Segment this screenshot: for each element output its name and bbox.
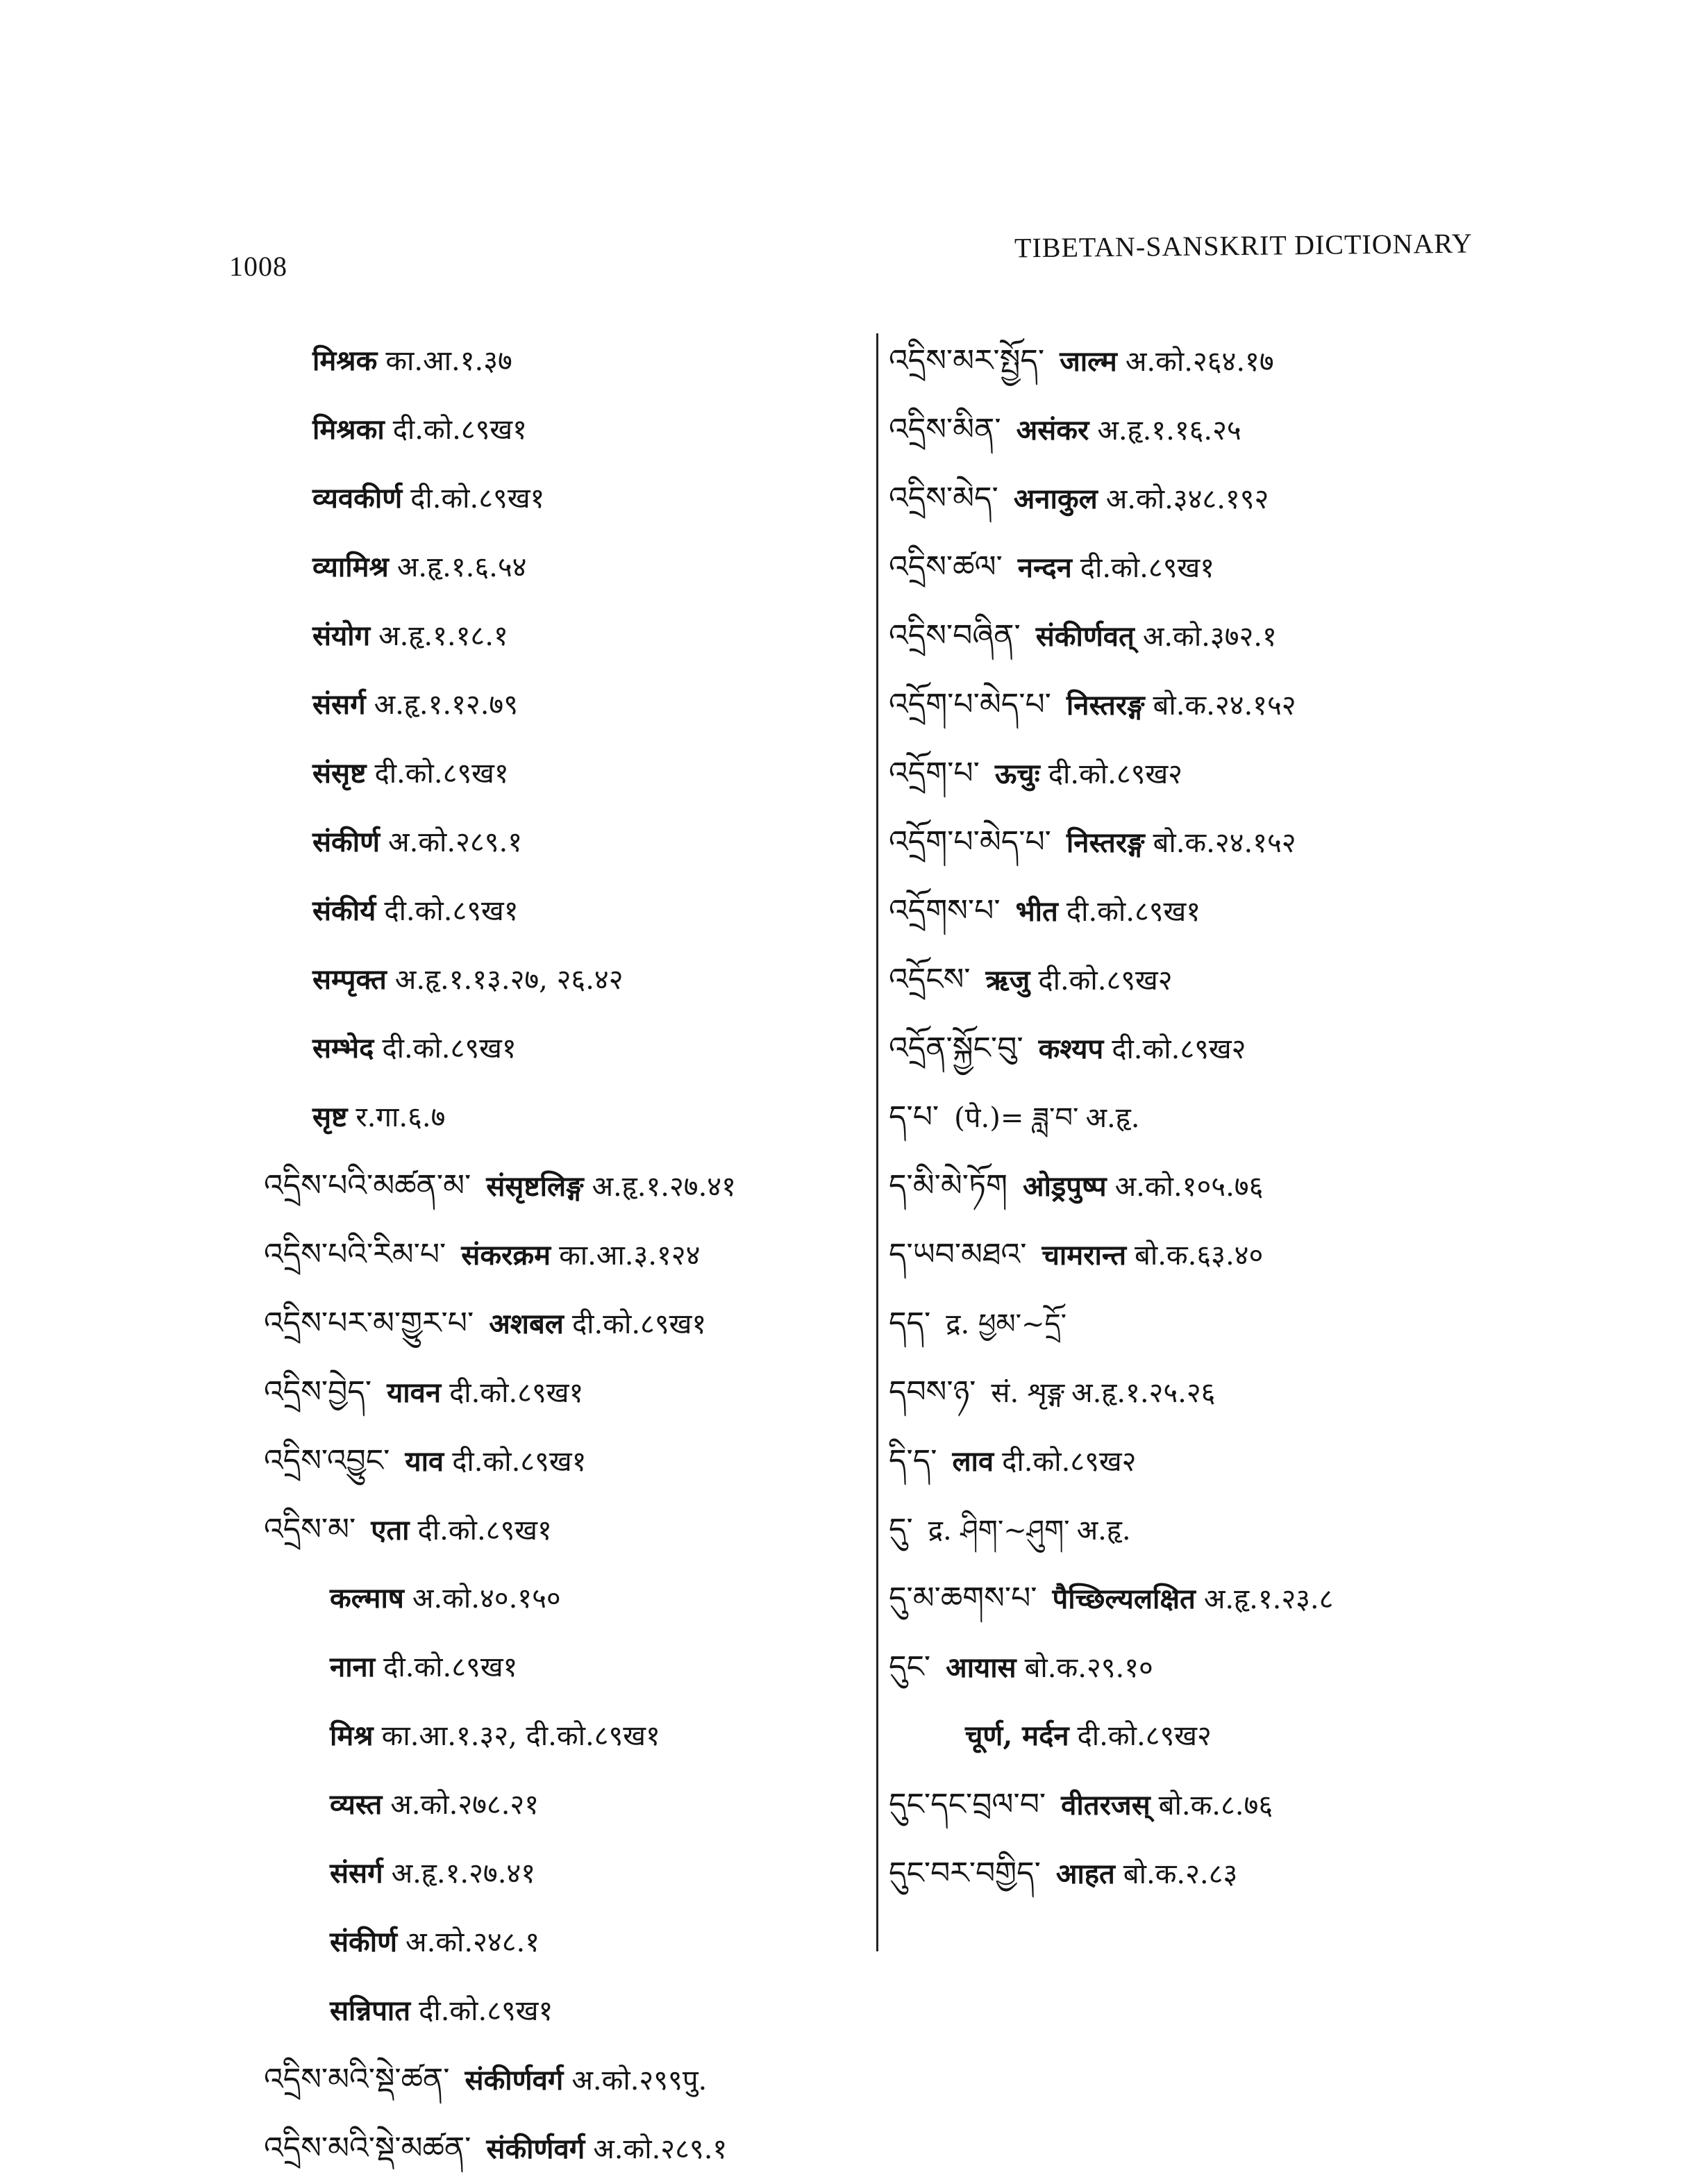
dictionary-entry	[264, 1289, 868, 1358]
source-reference: बो.क.२४.१५२	[1153, 690, 1296, 722]
sanskrit-headword: आयास	[946, 1651, 1017, 1684]
dictionary-entry	[889, 1289, 1514, 1358]
tibetan-term: དི་ད་	[889, 1443, 937, 1478]
tibetan-term: འདྲིས་མ་	[264, 1512, 356, 1547]
sanskrit-headword: अशबल	[489, 1308, 564, 1340]
sanskrit-headword: मिश्रक	[312, 344, 378, 377]
tibetan-term: འདྲིས་མེད་	[889, 481, 998, 516]
source-reference: दी.को.८९ख२	[1077, 1720, 1212, 1752]
source-reference: बो.क.६३.४०	[1135, 1240, 1264, 1272]
dictionary-entry	[889, 945, 1514, 1014]
sanskrit-headword: सम्पृक्त	[312, 963, 387, 996]
dictionary-entry	[889, 1770, 1514, 1839]
dictionary-entry	[264, 533, 868, 601]
sanskrit-headword: संकरक्रम	[461, 1239, 551, 1272]
source-reference: र.गा.६.७	[356, 1101, 446, 1133]
source-reference: दी.को.८९ख१	[383, 1651, 518, 1683]
source-reference: दी.को.८९ख२	[1002, 1446, 1137, 1478]
dictionary-entry	[889, 1220, 1514, 1289]
running-head: TIBETAN-SANSKRIT DICTIONARY	[1014, 227, 1473, 264]
tibetan-term: འདྲིས་པར་མ་གྱུར་པ་	[264, 1306, 474, 1341]
sanskrit-headword: सृष्ट	[312, 1101, 348, 1133]
tibetan-term: དུང་བར་བགྱིད་	[889, 1856, 1041, 1891]
source-reference: अ.को.४०.१५०	[412, 1583, 561, 1615]
source-reference: का.आ.१.३७	[385, 345, 512, 377]
dictionary-entry	[264, 1701, 868, 1770]
tibetan-term: དད་	[889, 1306, 931, 1341]
source-reference: दी.को.८९ख१	[410, 483, 545, 515]
source-reference: दी.को.८९ख१	[571, 1308, 707, 1340]
dictionary-entry	[264, 326, 868, 395]
page-number: 1008	[229, 251, 287, 282]
sanskrit-headword: संसृष्टलिङ्ग	[486, 1170, 584, 1203]
dictionary-entry	[264, 945, 868, 1014]
dictionary-entry	[889, 739, 1514, 808]
source-reference: अ.को.२८९.१	[593, 2133, 728, 2165]
dictionary-entry	[264, 1564, 868, 1633]
sanskrit-headword: संकीर्ण	[330, 1926, 398, 1958]
sanskrit-headword: संकीर्ण	[312, 826, 380, 858]
dictionary-entry	[889, 1495, 1514, 1564]
source-reference: अ.हृ.१.२७.४१	[391, 1858, 536, 1890]
source-reference: दी.को.८९ख१	[417, 1515, 552, 1547]
dictionary-entry	[264, 1358, 868, 1426]
tibetan-term: འདྲོག་པ་	[889, 756, 980, 791]
sanskrit-headword: आहत	[1055, 1858, 1115, 1890]
sanskrit-headword: व्यवकीर्ण	[312, 482, 403, 515]
source-reference: दी.को.८९ख१	[452, 1446, 587, 1478]
tibetan-term: འདྲིས་པའི་རིམ་པ་	[264, 1237, 446, 1272]
sanskrit-headword: ओड्रपुष्प	[1022, 1170, 1107, 1203]
dictionary-entry	[264, 1633, 868, 1701]
dictionary-entry	[264, 1083, 868, 1151]
source-reference: बो.क.८.७६	[1158, 1790, 1273, 1822]
sanskrit-headword: संसृष्ट	[312, 757, 367, 790]
source-reference: अ.को.२४८.१	[405, 1926, 540, 1958]
source-reference: का.आ.१.३२, दी.को.८९ख१	[381, 1720, 660, 1752]
sanskrit-headword: चूर्ण, मर्दन	[965, 1719, 1069, 1752]
source-reference: दी.को.८९ख१	[382, 1033, 517, 1065]
tibetan-term: འདྲིས་མའི་སྡེ་ཚན་	[264, 2062, 450, 2097]
tibetan-term: དབས་ཉ་	[889, 1374, 976, 1410]
dictionary-entry	[264, 1770, 868, 1839]
dictionary-entry	[889, 1839, 1514, 1908]
source-reference: अ.हृ.१.२३.८	[1203, 1583, 1334, 1615]
tibetan-term: འདྲིས་བྱེད་	[264, 1374, 372, 1410]
dictionary-entry	[264, 2045, 868, 2114]
dictionary-entry	[889, 1358, 1514, 1426]
dictionary-entry	[889, 876, 1514, 945]
dictionary-entry	[264, 601, 868, 670]
tibetan-term: ད་མི་མེ་ཏོག	[889, 1168, 1007, 1203]
sanskrit-headword: याव	[405, 1445, 444, 1478]
dictionary-entry	[264, 1495, 868, 1564]
source-reference: अ.को.३७२.१	[1142, 621, 1277, 653]
sanskrit-headword: मिश्र	[330, 1719, 374, 1752]
tibetan-term: འདྲིས་མར་སྤྱོད་	[889, 343, 1045, 378]
tibetan-term: དུ་	[889, 1512, 913, 1547]
dictionary-entry	[889, 601, 1514, 670]
dictionary-entry	[889, 1701, 1514, 1770]
dictionary-entry	[264, 808, 868, 876]
source-reference: अ.को.३४८.१९२	[1105, 483, 1269, 515]
sanskrit-headword: जाल्म	[1060, 345, 1117, 378]
source-reference: अ.हृ.१.२५.२६	[1071, 1377, 1216, 1409]
tibetan-term: འདྲོགས་པ་	[889, 893, 1001, 928]
source-reference: अ.को.२९९पु.	[571, 2065, 708, 2097]
sanskrit-headword: कश्यप	[1038, 1033, 1104, 1065]
dictionary-entry	[264, 1151, 868, 1220]
source-reference: बो.क.२.८३	[1123, 1858, 1238, 1890]
dictionary-entry	[889, 1564, 1514, 1633]
dictionary-entry	[264, 876, 868, 945]
source-reference: दी.को.८९ख१	[1080, 552, 1215, 584]
source-reference: दी.को.८९ख१	[392, 414, 527, 446]
tibetan-term: ད་ཡབ་མཐའ་	[889, 1237, 1027, 1272]
dictionary-entry	[264, 1014, 868, 1083]
dictionary-entry	[264, 2114, 868, 2183]
sanskrit-headword: निस्तरङ्ग	[1066, 689, 1145, 722]
sanskrit-headword: चामरान्त	[1042, 1239, 1127, 1272]
sanskrit-headword: अनाकुल	[1013, 483, 1098, 515]
tibetan-term: དུང་	[889, 1649, 931, 1685]
tibetan-term: འདྲིས་མའི་སྡེ་མཚན་	[264, 2131, 471, 2166]
column-divider	[876, 333, 878, 1951]
tibetan-term: འདྲིས་པའི་མཚན་མ་	[264, 1168, 471, 1203]
source-reference: अ.हृ.	[1085, 1102, 1140, 1134]
right-column	[889, 326, 1514, 1908]
source-reference: दी.को.८९ख१	[1066, 896, 1201, 928]
dictionary-entry	[889, 1633, 1514, 1701]
source-reference: बो.क.२४.१५२	[1153, 827, 1296, 859]
tibetan-term: འདྲིས་བཞིན་	[889, 618, 1021, 653]
sanskrit-headword: निस्तरङ्ग	[1066, 826, 1145, 859]
tibetan-term: དུ་མ་ཆགས་པ་	[889, 1581, 1037, 1616]
sanskrit-headword: एता	[371, 1514, 410, 1547]
sanskrit-headword: संसर्ग	[330, 1857, 383, 1890]
tibetan-term: འདྲོངས་	[889, 962, 971, 997]
tibetan-term: འདྲིས་འབྱུང་	[264, 1443, 390, 1478]
source-reference: का.आ.३.१२४	[559, 1240, 701, 1272]
left-column	[264, 326, 868, 2183]
dictionary-entry	[889, 395, 1514, 464]
source-reference: अ.हृ.१.६.५४	[396, 551, 527, 583]
source-reference: अ.हृ.१.१३.२७, २६.४२	[394, 964, 624, 996]
sanskrit-headword: संसर्ग	[312, 688, 366, 721]
dictionary-entry	[889, 808, 1514, 876]
dictionary-entry	[889, 1083, 1514, 1151]
source-reference: दी.को.८९ख१	[419, 1995, 553, 2027]
dictionary-entry	[889, 464, 1514, 533]
entry-note: सं. शृङ्ग	[991, 1377, 1065, 1409]
tibetan-term: འདྲོག་པ་མེད་པ་	[889, 824, 1051, 860]
source-reference: अ.को.२७८.२१	[390, 1789, 540, 1821]
dictionary-entry	[264, 464, 868, 533]
dictionary-entry	[264, 1220, 868, 1289]
sanskrit-headword: मिश्रका	[312, 413, 385, 446]
tibetan-term: འདྲིས་ཚལ་	[889, 549, 1003, 585]
source-reference: अ.को.२६४.१७	[1125, 346, 1274, 378]
dictionary-entry	[264, 1426, 868, 1495]
sanskrit-headword: संयोग	[312, 619, 371, 652]
source-reference: अ.को.२८९.१	[388, 826, 523, 858]
sanskrit-headword: संकीर्य	[312, 894, 376, 927]
source-reference: अ.हृ.१.२७.४१	[592, 1171, 736, 1203]
dictionary-entry	[264, 1839, 868, 1908]
sanskrit-headword: असंकर	[1016, 414, 1089, 447]
sanskrit-headword: सन्निपात	[330, 1994, 411, 2027]
source-reference: दी.को.८९ख१	[384, 895, 519, 927]
sanskrit-headword: सम्भेद	[312, 1032, 374, 1065]
dictionary-entry	[264, 1976, 868, 2045]
tibetan-term: འདྲིས་མིན་	[889, 412, 1001, 447]
sanskrit-headword: नाना	[330, 1651, 376, 1683]
sanskrit-headword: संकीर्णवर्ग	[486, 2133, 585, 2165]
source-reference: बो.क.२९.१०	[1024, 1652, 1153, 1684]
sanskrit-headword: वीतरजस्	[1061, 1789, 1151, 1822]
entry-note: द्र. ཤིག་~ཤུག་	[928, 1515, 1070, 1547]
source-reference: अ.हृ.	[1076, 1515, 1131, 1547]
source-reference: दी.को.८९ख१	[374, 758, 509, 790]
sanskrit-headword: व्यस्त	[330, 1788, 383, 1821]
sanskrit-headword: संकीर्णवत्	[1035, 620, 1135, 653]
dictionary-entry	[889, 1151, 1514, 1220]
dictionary-entry	[889, 670, 1514, 739]
entry-note: (पे.)= ཟླ་བ་	[954, 1102, 1079, 1134]
sanskrit-headword: कल्माष	[330, 1582, 404, 1615]
dictionary-entry	[264, 670, 868, 739]
source-reference: अ.हृ.१.१२.७९	[374, 689, 519, 721]
dictionary-entry	[264, 395, 868, 464]
sanskrit-headword: ऊचुः	[994, 758, 1040, 790]
sanskrit-headword: भीत	[1015, 895, 1058, 928]
sanskrit-headword: संकीर्णवर्ग	[465, 2064, 564, 2097]
sanskrit-headword: ऋजु	[985, 964, 1030, 997]
source-reference: दी.को.८९ख२	[1112, 1033, 1246, 1065]
tibetan-term: འདྲོན་སྐྱོང་བུ་	[889, 1031, 1023, 1066]
source-reference: दी.को.८९ख१	[449, 1377, 584, 1409]
sanskrit-headword: लाव	[952, 1445, 994, 1478]
dictionary-entry	[264, 1908, 868, 1976]
dictionary-entry	[264, 739, 868, 808]
entry-note: द्र. ཕྱམ་~དྲོ་	[946, 1308, 1067, 1340]
dictionary-entry	[889, 1014, 1514, 1083]
sanskrit-headword: नन्दन	[1017, 551, 1072, 584]
source-reference: दी.को.८९ख२	[1038, 965, 1173, 997]
dictionary-entry	[889, 533, 1514, 601]
source-reference: दी.को.८९ख२	[1048, 758, 1182, 790]
dictionary-entry	[889, 1426, 1514, 1495]
source-reference: अ.हृ.१.१८.१	[378, 620, 508, 652]
sanskrit-headword: यावन	[387, 1376, 442, 1409]
tibetan-term: འདྲོག་པ་མེད་པ་	[889, 687, 1051, 722]
tibetan-term: ད་པ་	[889, 1099, 939, 1135]
tibetan-term: དུང་དང་བྲལ་བ་	[889, 1787, 1046, 1822]
sanskrit-headword: व्यामिश्र	[312, 551, 389, 583]
dictionary-entry	[889, 326, 1514, 395]
sanskrit-headword: पैच्छिल्यलक्षित	[1052, 1583, 1196, 1615]
source-reference: अ.हृ.१.१६.२५	[1097, 415, 1241, 447]
source-reference: अ.को.१०५.७६	[1114, 1171, 1264, 1203]
